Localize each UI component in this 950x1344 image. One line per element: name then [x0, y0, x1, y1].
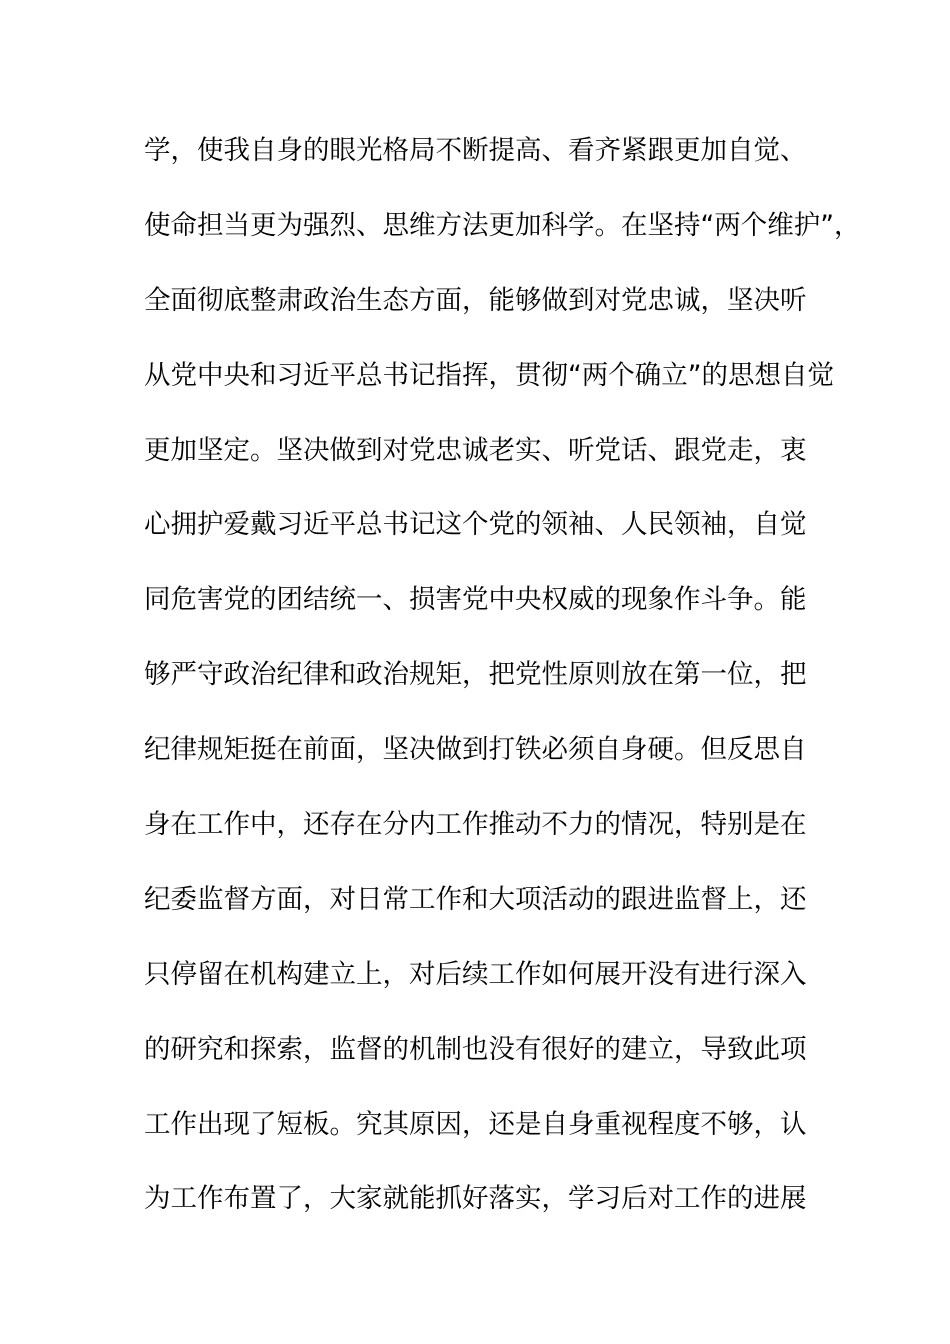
- body-paragraph: [144, 126, 861, 1249]
- text-line: 心拥护爱戴习近平总书记这个党的领袖、人民领袖，自觉: [144, 509, 807, 541]
- text-line: 够严守政治纪律和政治规矩，把党性原则放在第一位，把: [144, 659, 807, 691]
- text-line: 同危害党的团结统一、损害党中央权威的现象作斗争。能: [144, 584, 807, 616]
- text-line: 全面彻底整肃政治生态方面，能够做到对党忠诚，坚决听: [144, 284, 807, 316]
- text-line: 纪律规矩挺在前面，坚决做到打铁必须自身硬。但反思自: [144, 734, 807, 766]
- text-line: 身在工作中，还存在分内工作推动不力的情况，特别是在: [144, 809, 807, 841]
- text-line: 纪委监督方面，对日常工作和大项活动的跟进监督上，还: [144, 883, 807, 915]
- text-line: 更加坚定。坚决做到对党忠诚老实、听党话、跟党走，衷: [144, 434, 807, 466]
- text-line: 为工作布置了，大家就能抓好落实，学习后对工作的进展: [144, 1183, 807, 1215]
- text-line: 只停留在机构建立上，对后续工作如何展开没有进行深入: [144, 958, 807, 990]
- text-line: 学，使我自身的眼光格局不断提高、看齐紧跟更加自觉、: [144, 135, 807, 166]
- text-line: 从党中央和习近平总书记指挥，贯彻“两个确立”的思想自觉: [144, 359, 834, 391]
- text-line: 工作出现了短板。究其原因，还是自身重视程度不够，认: [144, 1108, 807, 1140]
- text-line: 的研究和探索，监督的机制也没有很好的建立，导致此项: [144, 1033, 807, 1065]
- text-line: 使命担当更为强烈、思维方法更加科学。在坚持“两个维护”，: [144, 209, 861, 241]
